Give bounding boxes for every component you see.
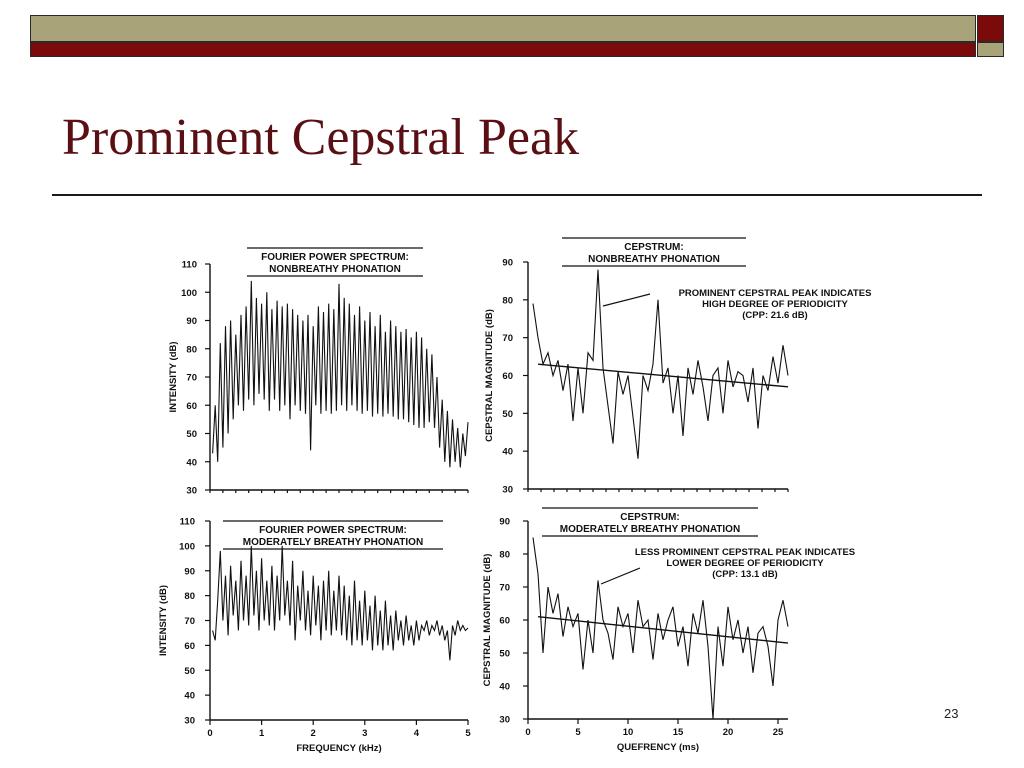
panel-1-y-tick-label: 90 bbox=[186, 316, 197, 327]
panel-4-x-tick-label: 0 bbox=[525, 727, 531, 738]
panel-3-y-tick-label: 70 bbox=[184, 616, 195, 627]
panel-3-x-tick-label: 0 bbox=[207, 728, 213, 739]
panel-2-title-line: CEPSTRUM: bbox=[624, 242, 684, 253]
panel-2-y-tick-label: 50 bbox=[502, 408, 513, 420]
panel-2-y-axis-label: CEPSTRAL MAGNITUDE (dB) bbox=[484, 309, 495, 442]
panel-1-title-line: NONBREATHY PHONATION bbox=[269, 264, 401, 275]
panel-4-x-tick-label: 20 bbox=[722, 727, 734, 738]
panel-3-x-axis-label: FREQUENCY (kHz) bbox=[296, 743, 382, 754]
slide-number: 23 bbox=[944, 706, 959, 721]
slide-title: Prominent Cepstral Peak bbox=[62, 109, 580, 166]
panel-4-y-tick-label: 50 bbox=[499, 648, 510, 660]
panel-4-x-axis-label: QUEFRENCY (ms) bbox=[616, 742, 700, 753]
panel-2-title-line: NONBREATHY PHONATION bbox=[588, 254, 720, 265]
panel-3-y-tick-label: 40 bbox=[184, 690, 195, 702]
panel-3-x-tick-label: 2 bbox=[310, 728, 316, 739]
panel-2-y-tick-label: 60 bbox=[502, 371, 513, 382]
panel-4-annotation-leader bbox=[601, 568, 640, 584]
panel-1-y-tick-label: 40 bbox=[186, 457, 197, 469]
panel-4-annotation-line: LESS PROMINENT CEPSTRAL PEAK INDICATES bbox=[634, 547, 856, 558]
panel-4-y-tick-label: 30 bbox=[499, 714, 510, 726]
panel-2-annotation-line: (CPP: 21.6 dB) bbox=[742, 310, 808, 321]
panel-3-y-tick-label: 60 bbox=[184, 640, 195, 652]
panel-4-title-line: MODERATELY BREATHY PHONATION bbox=[559, 524, 741, 535]
panel-3-title-line: MODERATELY BREATHY PHONATION bbox=[242, 537, 424, 548]
panel-1-y-tick-label: 60 bbox=[186, 400, 197, 412]
panel-4-annotation-line: (CPP: 13.1 dB) bbox=[712, 569, 778, 580]
panel-4-y-tick-label: 40 bbox=[499, 681, 510, 693]
panel-2-y-tick-label: 90 bbox=[502, 257, 513, 269]
panel-1-title-line: FOURIER POWER SPECTRUM: bbox=[261, 252, 409, 263]
panel-3-x-tick-label: 5 bbox=[465, 728, 471, 739]
panel-3-y-tick-label: 50 bbox=[184, 665, 195, 677]
panel-4-y-tick-label: 80 bbox=[499, 549, 510, 561]
panel-2-y-tick-label: 40 bbox=[502, 446, 513, 458]
panel-4-x-tick-label: 5 bbox=[575, 727, 581, 738]
panel-3-y-tick-label: 110 bbox=[179, 516, 195, 528]
panel-3-y-tick-label: 80 bbox=[184, 591, 195, 603]
panel-1-y-tick-label: 100 bbox=[181, 287, 197, 299]
panel-2-annotation-line: PROMINENT CEPSTRAL PEAK INDICATES bbox=[678, 288, 872, 299]
panel-1-y-tick-label: 70 bbox=[186, 372, 197, 384]
panel-1-y-tick-label: 110 bbox=[181, 259, 197, 271]
panel-4-title-line: CEPSTRUM: bbox=[620, 512, 680, 523]
panel-1-signal-line bbox=[213, 281, 468, 468]
panel-4-y-tick-label: 90 bbox=[499, 516, 510, 528]
panel-4-y-axis-label: CEPSTRAL MAGNITUDE (dB) bbox=[482, 553, 493, 687]
panel-1-y-axis-label: INTENSITY (dB) bbox=[168, 341, 179, 413]
panel-2-trend-line bbox=[538, 364, 788, 387]
panel-4-x-tick-label: 15 bbox=[672, 727, 684, 738]
panel-1-y-tick-label: 50 bbox=[186, 429, 197, 440]
panel-3-x-tick-label: 4 bbox=[413, 728, 420, 739]
panel-3-y-tick-label: 90 bbox=[184, 566, 195, 578]
panel-2-annotation-leader bbox=[603, 294, 650, 306]
panel-2-annotation-line: HIGH DEGREE OF PERIODICITY bbox=[702, 299, 848, 310]
panel-4-x-tick-label: 25 bbox=[772, 727, 784, 738]
panel-1-y-tick-label: 30 bbox=[186, 485, 197, 497]
panel-3-x-tick-label: 3 bbox=[362, 728, 368, 739]
panel-2-y-tick-label: 30 bbox=[502, 484, 513, 496]
panel-4-x-tick-label: 10 bbox=[622, 727, 634, 738]
panel-2-y-tick-label: 80 bbox=[502, 295, 513, 307]
panel-3-y-tick-label: 30 bbox=[184, 715, 195, 727]
panel-2-y-tick-label: 70 bbox=[502, 333, 513, 345]
panel-4-y-tick-label: 70 bbox=[499, 582, 510, 594]
panel-3-x-tick-label: 1 bbox=[258, 728, 265, 739]
panel-4-annotation-line: LOWER DEGREE OF PERIODICITY bbox=[666, 558, 824, 569]
panel-3-title-line: FOURIER POWER SPECTRUM: bbox=[259, 525, 407, 536]
panel-3-y-tick-label: 100 bbox=[179, 541, 195, 553]
panel-3-y-axis-label: INTENSITY (dB) bbox=[158, 584, 169, 657]
panel-3-signal-line bbox=[213, 546, 468, 660]
panel-1-y-tick-label: 80 bbox=[186, 344, 197, 356]
panel-4-y-tick-label: 60 bbox=[499, 615, 510, 627]
